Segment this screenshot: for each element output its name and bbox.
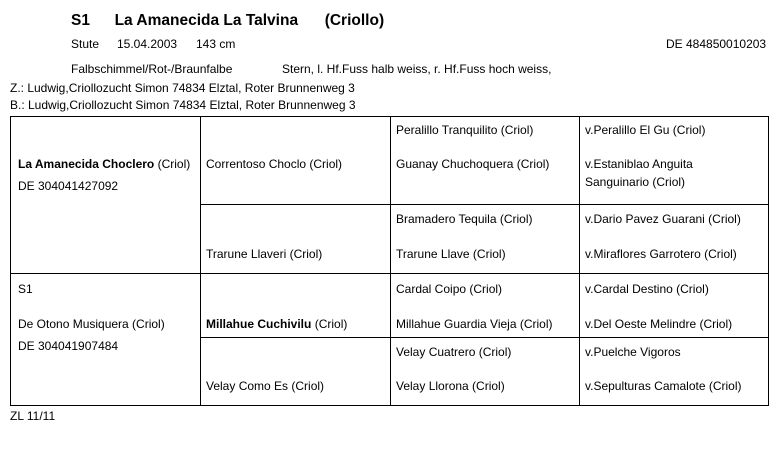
gen3-item: Trarune Llave (Criol): [396, 247, 506, 261]
gen2-sire-sire: Correntoso Choclo (Criol): [206, 157, 343, 171]
gen3-item: Guanay Chuchoquera (Criol): [396, 157, 550, 171]
gen4-item: v.Dario Pavez Guarani (Criol): [585, 212, 741, 226]
gen4-item: v.Estaniblao Anguita Sanguinario (Criol): [585, 157, 693, 189]
sire-reg: DE 304041427092: [18, 179, 119, 193]
dam-prefix: S1: [18, 282, 33, 296]
gen2-sire-dam: Trarune Llaveri (Criol): [206, 247, 323, 261]
gen4-item: v.Miraflores Garrotero (Criol): [585, 247, 737, 261]
divider: [200, 337, 768, 338]
gen4-item: v.Sepulturas Camalote (Criol): [585, 379, 742, 393]
horse-breed: (Criollo): [324, 12, 385, 29]
horse-name: La Amanecida La Talvina: [114, 12, 299, 29]
height: 143 cm: [196, 37, 236, 51]
owner: B.: Ludwig,Criollozucht Simon 74834 Elztal, Roter Brunnenweg 3: [10, 98, 356, 112]
divider: [200, 117, 201, 405]
divider: [200, 204, 768, 205]
gen3-item: Cardal Coipo (Criol): [396, 282, 503, 296]
registration-number: DE 484850010203: [666, 37, 767, 51]
gen2-dam-sire-name: Millahue Cuchivilu: [206, 317, 312, 331]
coat-color: Falbschimmel/Rot-/Braunfalbe: [71, 62, 233, 76]
footer-page-ref: ZL 11/11: [10, 409, 56, 423]
gen3-item: Bramadero Tequila (Criol): [396, 212, 533, 226]
gen4-item: v.Cardal Destino (Criol): [585, 282, 709, 296]
divider: [579, 117, 580, 405]
gen3-item: Velay Cuatrero (Criol): [396, 345, 512, 359]
divider: [390, 117, 391, 405]
gen4-item: v.Puelche Vigoros: [585, 345, 681, 359]
sex: Stute: [71, 37, 100, 51]
gen4-item: v.Peralillo El Gu (Criol): [585, 123, 706, 137]
breeder: Z.: Ludwig,Criollozucht Simon 74834 Elztal, Roter Brunnenweg 3: [10, 81, 355, 95]
page-title: [71, 12, 384, 30]
gen2-dam-dam: Velay Como Es (Criol): [206, 379, 325, 393]
divider: [11, 273, 768, 274]
sire-breed: (Criol): [157, 157, 191, 171]
sire-name: [18, 157, 190, 171]
gen3-item: Millahue Guardia Vieja (Criol): [396, 317, 553, 331]
pedigree-table: [10, 116, 769, 406]
sire-name-text: La Amanecida Choclero: [18, 157, 155, 171]
gen2-dam-sire: [206, 317, 347, 331]
markings: Stern, l. Hf.Fuss halb weiss, r. Hf.Fuss hoch weiss,: [282, 62, 552, 76]
gen2-dam-sire-breed: (Criol): [314, 317, 348, 331]
gen3-item: Velay Llorona (Criol): [396, 379, 505, 393]
dam-reg: DE 304041907484: [18, 339, 119, 353]
gen4-item: v.Del Oeste Melindre (Criol): [585, 317, 733, 331]
dam-name: De Otono Musiquera (Criol): [18, 317, 165, 331]
gen3-item: Peralillo Tranquilito (Criol): [396, 123, 534, 137]
birth-date: 15.04.2003: [117, 37, 178, 51]
horse-code: S1: [71, 12, 90, 29]
